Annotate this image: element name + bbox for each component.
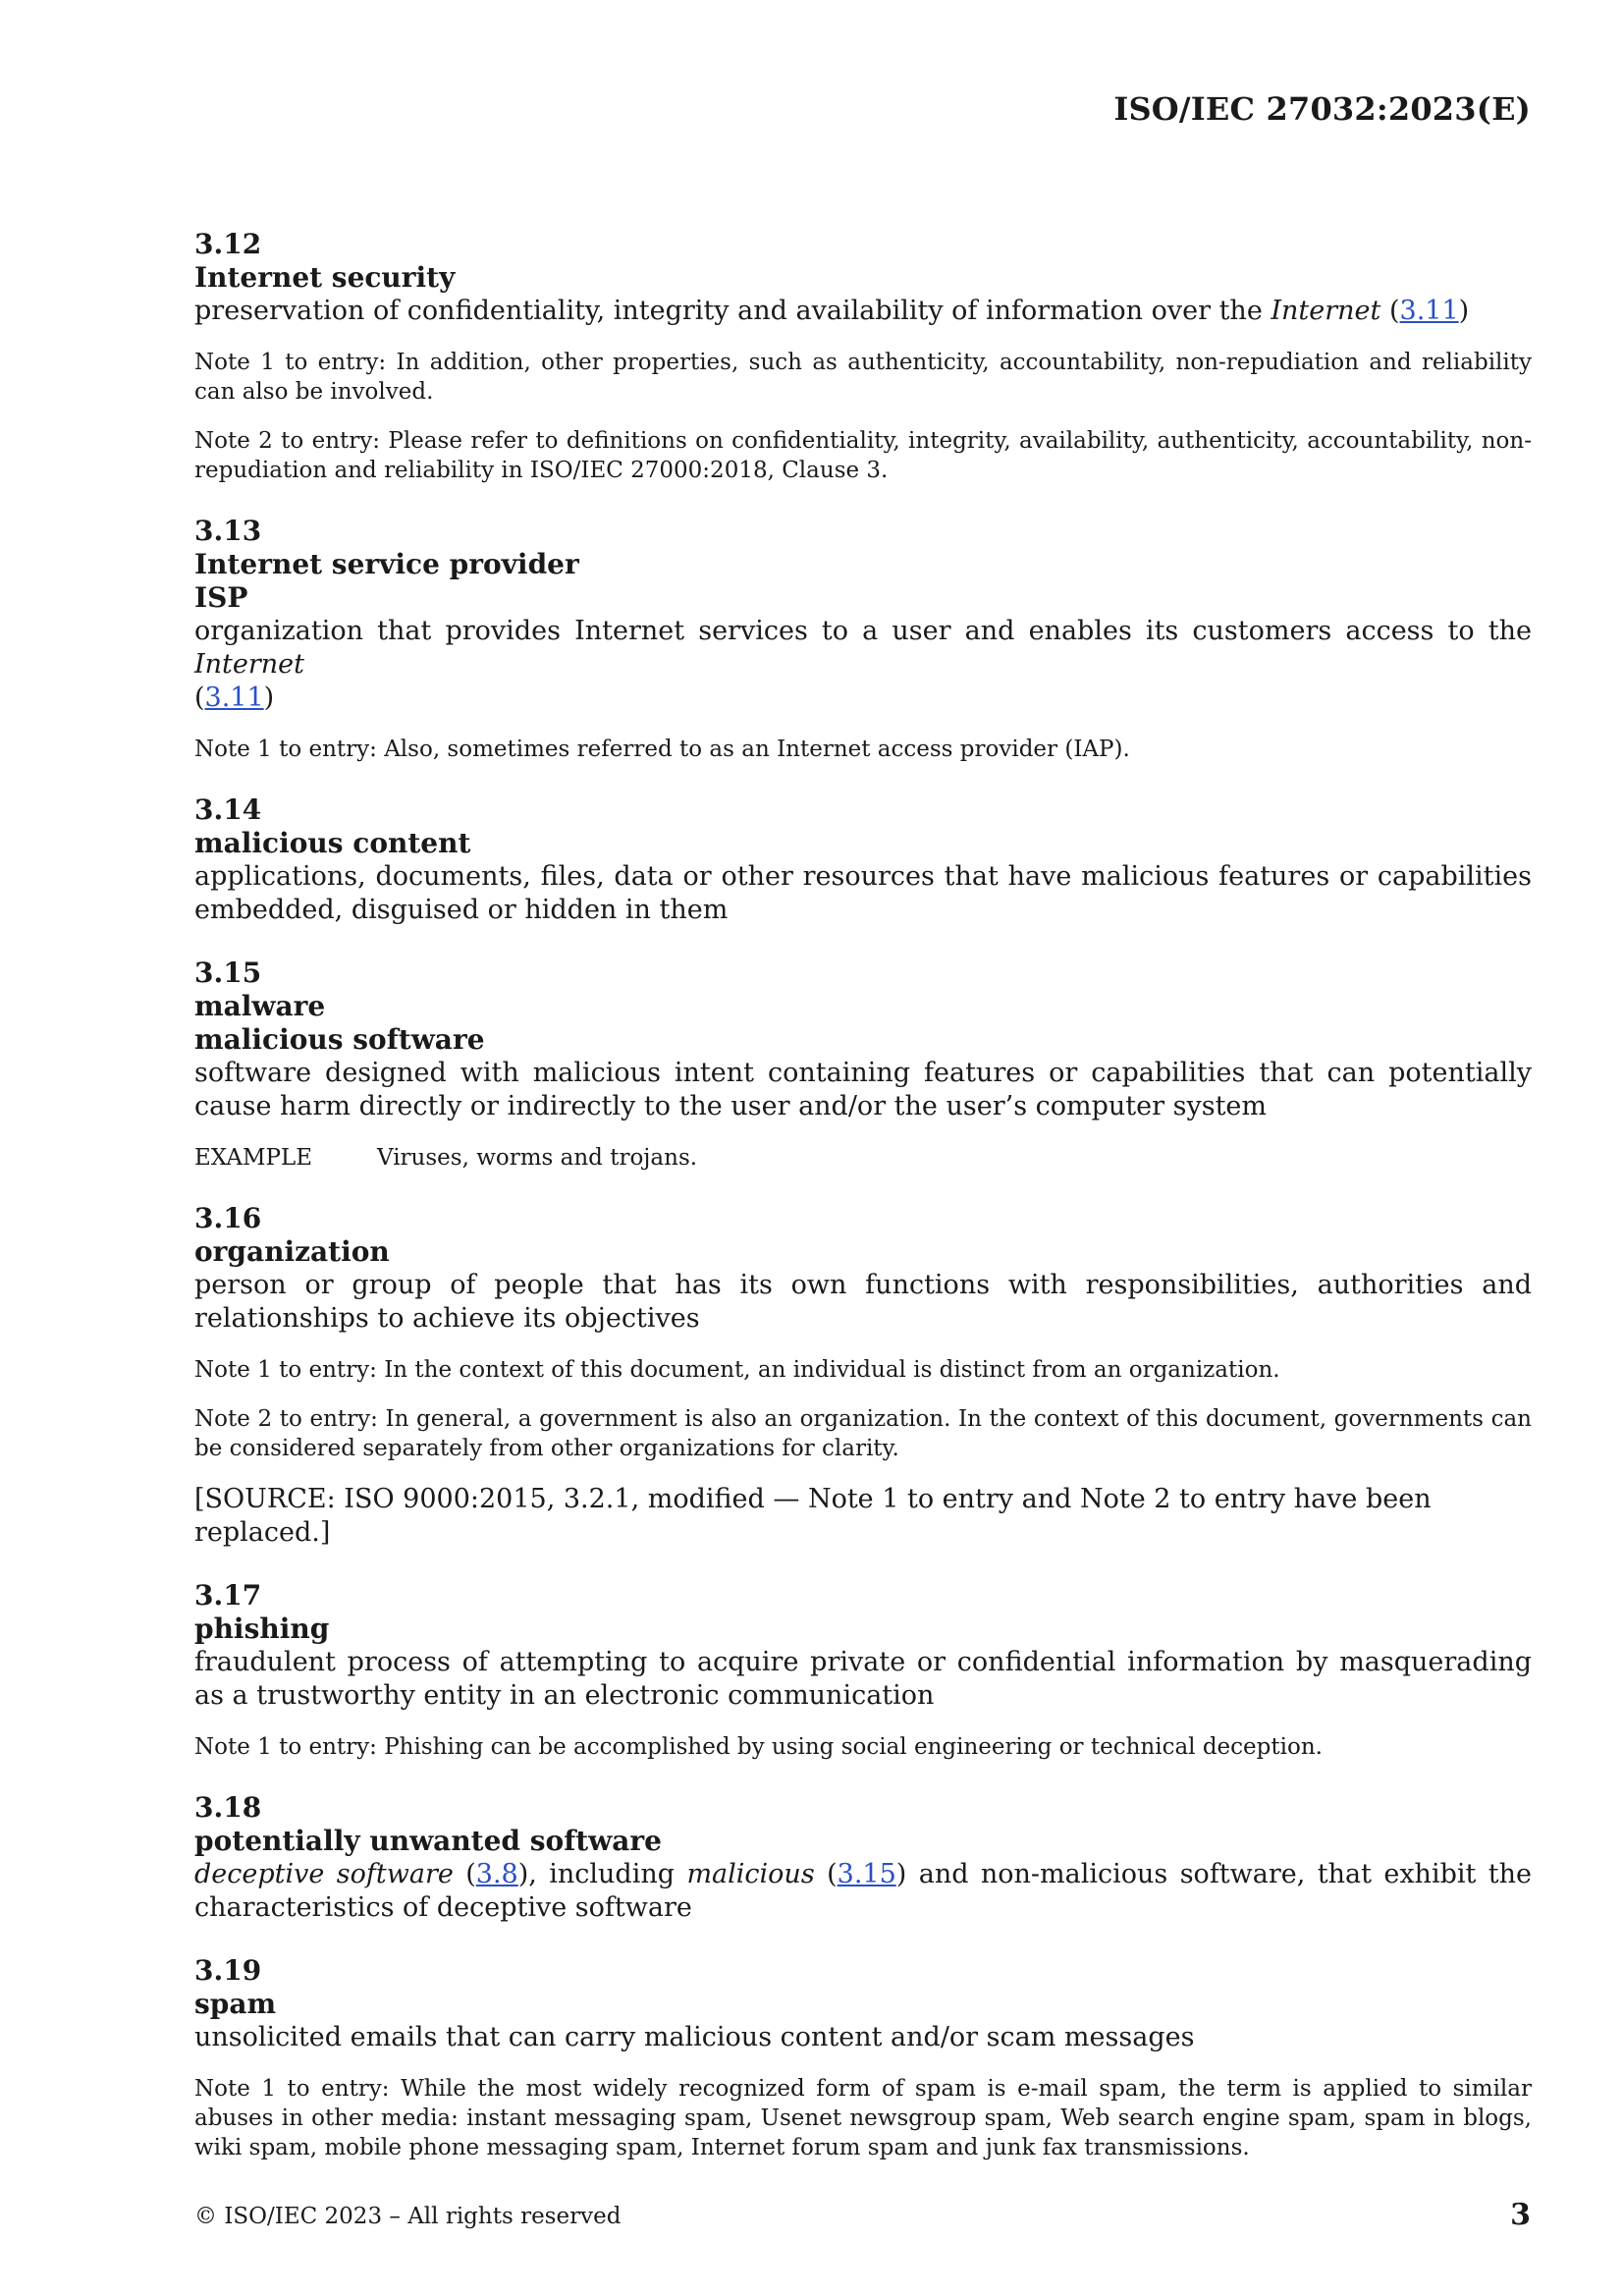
term-entry-3-13 (194, 515, 1532, 764)
note-to-entry: Note 1 to entry: In addition, other properties, such as authenticity, accountability, non-repudiation and reliability can also be involved. (194, 350, 1532, 405)
example-text: Viruses, worms and trojans. (377, 1145, 698, 1171)
cross-reference-link[interactable]: 3.15 (837, 1859, 896, 1889)
term-name: Internet service provider (194, 548, 579, 580)
term-number: 3.15 (194, 957, 262, 989)
term-definition: unsolicited emails that can carry malicious content and/or scam messages (194, 2022, 1195, 2052)
term-number: 3.16 (194, 1202, 262, 1234)
note-to-entry: Note 2 to entry: In general, a government is also an organization. In the context of this document, governments can be considered separately from other organizations for clarity. (194, 1406, 1532, 1461)
term-entry-3-18 (194, 1791, 1532, 1925)
term-number: 3.19 (194, 1954, 262, 1987)
term-entry-3-16 (194, 1202, 1532, 1550)
term-definition: person or group of people that has its own functions with responsibilities, authorities and relationships to achieve its objectives (194, 1270, 1532, 1334)
term-name: malicious content (194, 827, 471, 859)
term-example (194, 1143, 1532, 1173)
cross-reference-link[interactable]: 3.8 (475, 1859, 518, 1889)
note-to-entry: Note 1 to entry: Also, sometimes referred to as an Internet access provider (IAP). (194, 737, 1130, 762)
cross-reference-link[interactable]: 3.11 (204, 683, 264, 713)
term-definition: preservation of confidentiality, integrity and availability of information over the Internet (3.11) (194, 296, 1470, 326)
term-number: 3.18 (194, 1791, 262, 1824)
definition-italic-term: Internet (194, 649, 305, 680)
term-name: potentially unwanted software (194, 1825, 662, 1857)
cross-reference-link[interactable]: 3.11 (1399, 296, 1459, 326)
terms-content (194, 228, 1532, 2192)
term-synonym: malicious software (194, 1023, 485, 1056)
term-entry-3-12 (194, 228, 1532, 485)
page-number: 3 (1510, 2198, 1531, 2232)
document-id-header: ISO/IEC 27032:2023(E) (1113, 90, 1531, 128)
definition-text: preservation of confidentiality, integrity and availability of information over the (194, 296, 1271, 326)
term-entry-3-14 (194, 793, 1532, 927)
note-to-entry: Note 2 to entry: Please refer to definitions on confidentiality, integrity, availability, authenticity, accountability, non-repudiation and reliability in ISO/IEC 27000:2018, Clause 3. (194, 428, 1532, 483)
term-entry-3-19 (194, 1954, 1532, 2162)
note-to-entry: Note 1 to entry: Phishing can be accomplished by using social engineering or technical deception. (194, 1734, 1323, 1760)
definition-text: organization that provides Internet services to a user and enables its customers access to the (194, 616, 1532, 646)
term-entry-3-17 (194, 1579, 1532, 1762)
term-number: 3.14 (194, 793, 262, 826)
copyright-footer: © ISO/IEC 2023 – All rights reserved (194, 2204, 622, 2229)
definition-text: ), including (517, 1859, 687, 1889)
example-label: EXAMPLE (194, 1145, 313, 1171)
term-definition: fraudulent process of attempting to acquire private or confidential information by masquerading as a trustworthy entity in an electronic communication (194, 1647, 1532, 1711)
definition-italic-term: malicious (686, 1859, 815, 1889)
term-name: spam (194, 1988, 277, 2020)
term-definition: organization that provides Internet services to a user and enables its customers access to the Internet (3.11) (194, 616, 1532, 713)
term-entry-3-15 (194, 957, 1532, 1173)
term-abbreviation: ISP (194, 581, 248, 614)
term-name: organization (194, 1235, 390, 1268)
term-definition (194, 1858, 1532, 1925)
term-number: 3.17 (194, 1579, 262, 1612)
term-number: 3.13 (194, 515, 262, 547)
term-name: phishing (194, 1613, 330, 1645)
definition-italic-term: Internet (1271, 296, 1381, 326)
note-to-entry: Note 1 to entry: While the most widely recognized form of spam is e-mail spam, the term is applied to similar abuses in other media: instant messaging spam, Usenet newsgroup spam, Web search engine spam, spam in blogs, wiki spam, mobile phone messaging spam, Internet forum spam and junk fax transmissions. (194, 2076, 1532, 2160)
definition-text: ( (453, 1859, 476, 1889)
term-definition: applications, documents, files, data or other resources that have malicious features or capabilities embedded, disguised or hidden in them (194, 861, 1532, 925)
definition-italic-term: deceptive software (194, 1859, 454, 1889)
note-to-entry: Note 1 to entry: In the context of this document, an individual is distinct from an organization. (194, 1357, 1280, 1383)
term-name: malware (194, 990, 326, 1022)
source-citation: [SOURCE: ISO 9000:2015, 3.2.1, modified — Note 1 to entry and Note 2 to entry have been replaced.] (194, 1484, 1432, 1548)
term-name: Internet security (194, 261, 456, 294)
term-number: 3.12 (194, 228, 262, 260)
definition-text: ( (814, 1859, 838, 1889)
definition-text: ) and non-malicious software, that exhibit the characteristics of deceptive software (194, 1859, 1532, 1923)
term-definition: software designed with malicious intent containing features or capabilities that can potentially cause harm directly or indirectly to the user and/or the user’s computer system (194, 1058, 1532, 1121)
